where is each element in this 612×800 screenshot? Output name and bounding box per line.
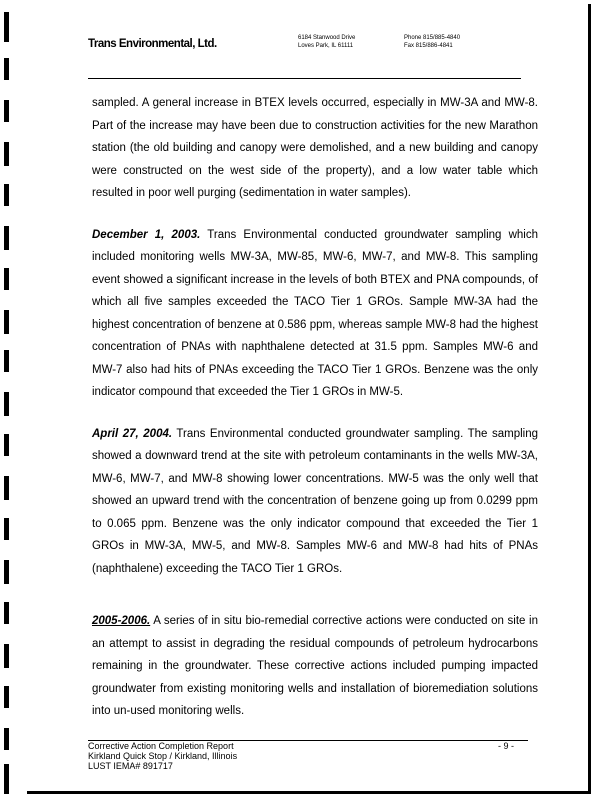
paragraph-3-text: Trans Environmental conducted groundwater sampling. The sampling showed a downward trend at the site with petroleum contaminants in the wells MW-3A, MW-6, MW-7, and MW-8 showing lower concentrations. MW-5 was the only well that showed an upward trend with the concentration of benzene going up from 0.0299 ppm to 0.065 ppm. Benzene was the only indicator compound that exceeded the Tier 1 GROs in MW-3A, MW-5, and MW-8. Samples MW-6 and MW-8 had hits of PNAs (naphthalene) exceeding the TACO Tier 1 GROs. [92,427,539,575]
binder-mark [4,644,9,668]
paragraph-1 [92,92,538,205]
company-contact [404,34,460,50]
footer-site-name: Kirkland Quick Stop / Kirkland, Illinois [88,750,238,761]
paragraph-2-date: December 1, 2003. [92,228,201,241]
binder-mark [4,226,9,250]
binder-mark [4,268,9,290]
binder-mark [4,560,9,584]
letterhead [88,34,528,64]
binder-mark [4,728,9,750]
binder-mark [4,142,9,166]
paragraph-2 [92,224,538,404]
binder-mark [4,58,9,80]
binder-mark [4,434,9,456]
binder-mark [4,518,9,540]
binder-mark [4,310,9,334]
paragraph-3-date: April 27, 2004. [92,427,173,440]
binder-mark [4,184,9,206]
paragraph-4 [92,610,538,723]
header-divider [88,78,521,79]
binder-mark [4,764,9,794]
page-footer [88,740,528,771]
binder-mark [4,476,9,500]
company-name: Trans Environmental, Ltd. [88,38,217,50]
binder-mark [4,100,9,122]
report-body [92,92,538,742]
paragraph-4-date: 2005-2006. [92,615,151,627]
paragraph-3 [92,423,538,581]
binder-mark [4,686,9,708]
binder-mark [4,350,9,372]
binder-mark [4,392,9,416]
company-address [298,34,355,50]
binder-mark [4,12,9,42]
paragraph-2-text: Trans Environmental conducted groundwater sampling which included monitoring wells MW-3A, MW-85, MW-6, MW-7, and MW-8. This sampling event showed a significant increase in the levels of both BTEX and PNA compounds, of which all five samples exceeded the TACO Tier 1 GROs. Sample MW-3A had the highest concentration of benzene at 0.586 ppm, whereas sample MW-8 had the highest concentration of PNAs with naphthalene detected at 31.5 ppm. Samples MW-6 and MW-7 also had hits of PNAs exceeding the TACO Tier 1 GROs. Benzene was the only indicator compound that exceeded the Tier 1 GROs in MW-5. [92,228,538,398]
paragraph-1-text: sampled. A general increase in BTEX levels occurred, especially in MW-3A and MW-8. Part of the increase may have been due to construction activities for the new Marathon station (the old building and canopy were demolished, and a new building and canopy were constructed on the west side of the property), and a low water table which resulted in poor well purging (sedimentation in water samples). [92,97,538,199]
footer-report-title: Corrective Action Completion Report [88,740,528,752]
fax-number: Fax 815/886-4841 [404,43,453,49]
address-line-1: 6184 Stanwood Drive [298,35,356,41]
address-line-2: Loves Park, IL 61111 [298,43,354,49]
binder-mark [4,602,9,624]
phone-number: Phone 815/885-4840 [404,35,461,41]
footer-lust-number: LUST IEMA# 891717 [88,760,173,771]
page-number: - 9 - [497,741,514,751]
paragraph-4-text: A series of in situ bio-remedial corrective actions were conducted on site in an attempt to assist in degrading the residual compounds of petroleum hydrocarbons remaining in the groundwater. These corrective actions included pumping impacted groundwater from existing monitoring wells and installation of bioremediation solutions into un-used monitoring wells. [92,615,538,717]
